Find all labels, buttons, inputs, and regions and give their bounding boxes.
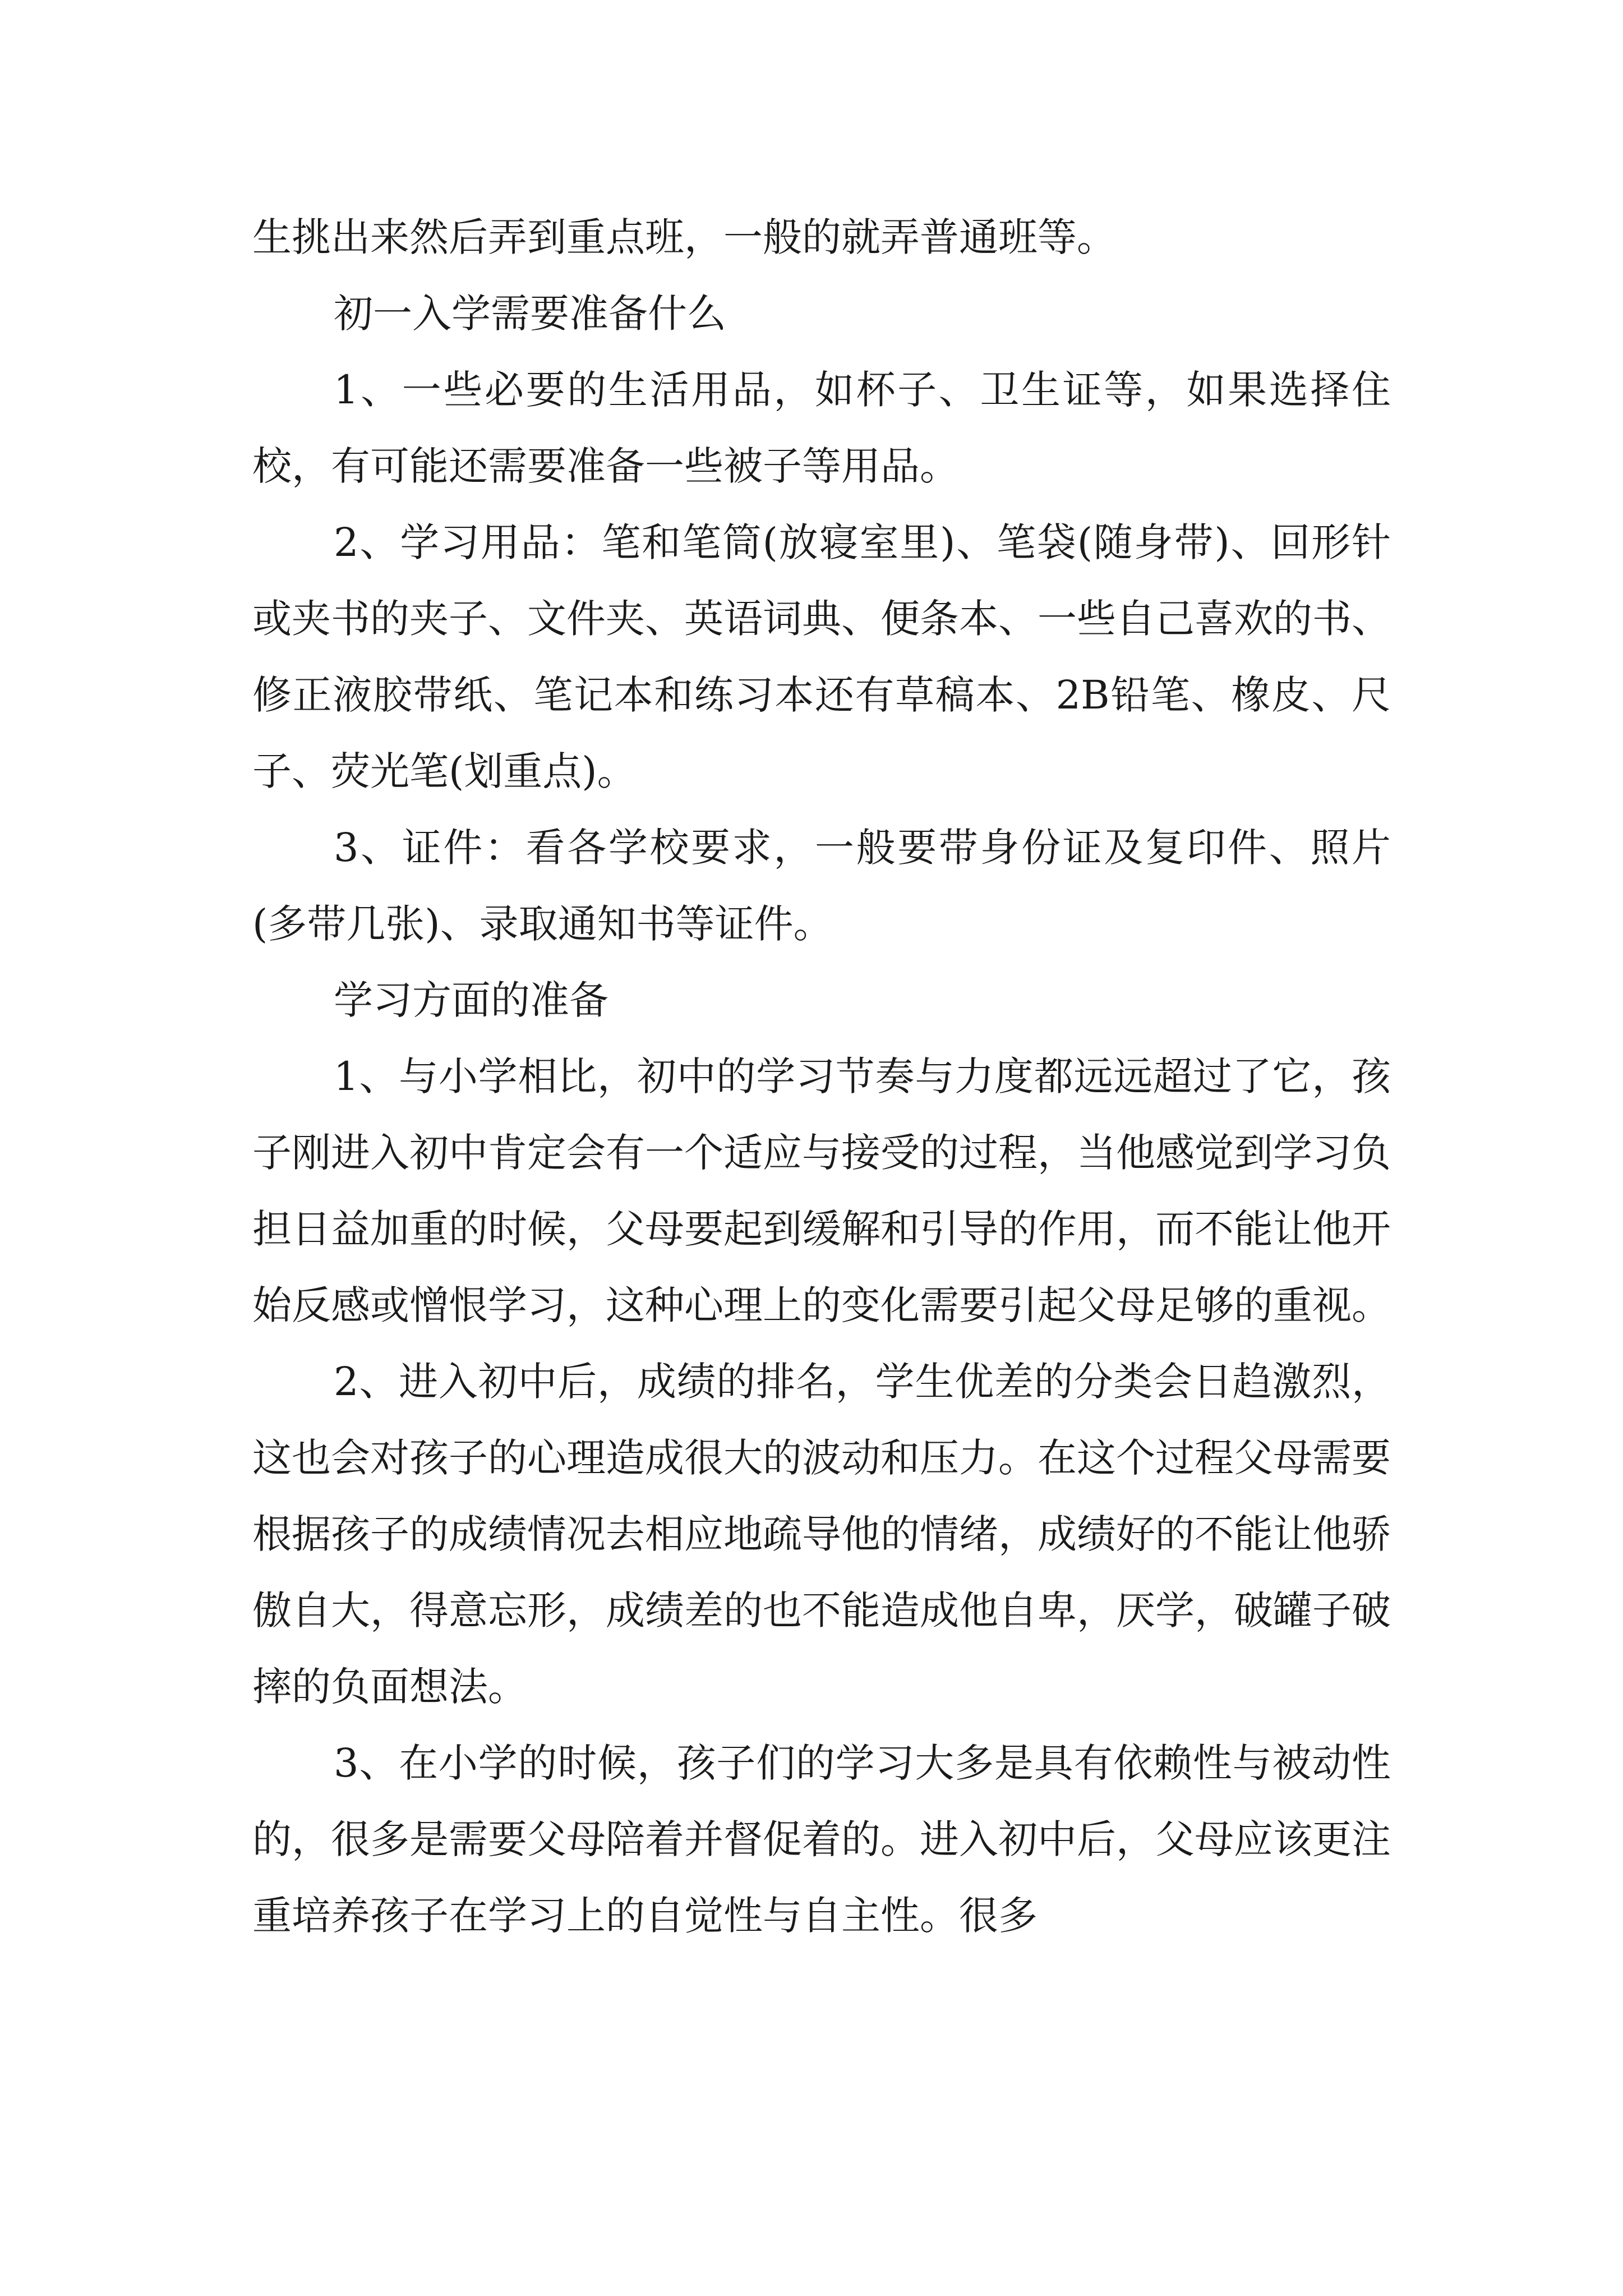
paragraph-continuation: 生挑出来然后弄到重点班，一般的就弄普通班等。 — [252, 214, 1116, 260]
list-item-ranking-pressure: 2、进入初中后，成绩的排名，学生优差的分类会日趋激烈，这也会对孩子的心理造成很大的波动和压力。在这个过程父母需要根据孩子的成绩情况去相应地疏导他的情绪，成绩好的不能让他骄傲自大，得意忘形，成绩差的也不能造成他自卑，厌学，破罐子破摔的负面想法。 — [252, 1359, 1391, 1710]
document-body — [252, 199, 1391, 1954]
list-item-self-discipline: 3、在小学的时候，孩子们的学习大多是具有依赖性与被动性的，很多是需要父母陪着并督促着的。进入初中后，父母应该更注重培养孩子在学习上的自觉性与自主性。很多 — [252, 1740, 1391, 1939]
list-item-study-pace: 1、与小学相比，初中的学习节奏与力度都远远超过了它，孩子刚进入初中肯定会有一个适应与接受的过程，当他感觉到学习负担日益加重的时候，父母要起到缓解和引导的作用，而不能让他开始反感或憎恨学习，这种心理上的变化需要引起父母足够的重视。 — [252, 1053, 1391, 1328]
list-item-daily-supplies: 1、一些必要的生活用品，如杯子、卫生证等，如果选择住校，有可能还需要准备一些被子等用品。 — [252, 367, 1391, 489]
list-item-documents: 3、证件：看各学校要求，一般要带身份证及复印件、照片(多带几张)、录取通知书等证件。 — [252, 825, 1391, 947]
section-heading-preparation: 初一入学需要准备什么 — [334, 291, 726, 337]
list-item-study-supplies: 2、学习用品：笔和笔筒(放寝室里)、笔袋(随身带)、回形针或夹书的夹子、文件夹、英语词典、便条本、一些自己喜欢的书、修正液胶带纸、笔记本和练习本还有草稿本、2B铅笔、橡皮、尺子、荧光笔(划重点)。 — [252, 519, 1391, 794]
section-heading-study: 学习方面的准备 — [334, 977, 608, 1023]
